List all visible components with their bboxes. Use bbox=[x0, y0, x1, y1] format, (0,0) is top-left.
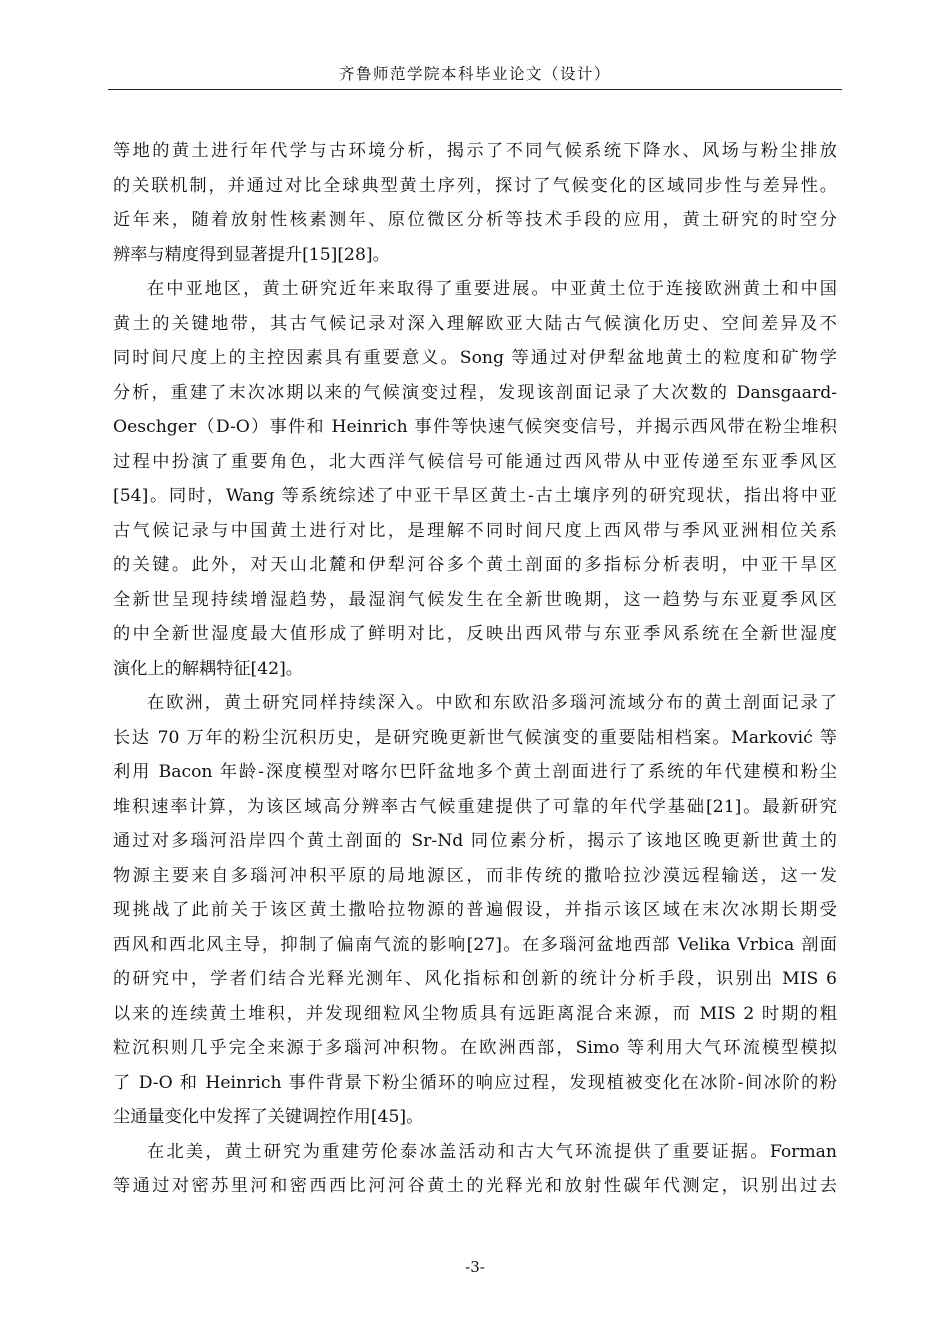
text-line: 黄土的关键地带，其古气候记录对深入理解欧亚大陆古气候演化历史、空间差异及不 bbox=[113, 313, 837, 334]
text-line: 在中亚地区，黄土研究近年来取得了重要进展。中亚黄土位于连接欧洲黄土和中国 bbox=[147, 279, 837, 299]
text-line: 等地的黄土进行年代学与古环境分析，揭示了不同气候系统下降水、风场与粉尘排放 bbox=[113, 141, 837, 161]
text-line: 的关联机制，并通过对比全球典型黄土序列，探讨了气候变化的区域同步性与差异性。 bbox=[113, 175, 837, 196]
text-line: 的中全新世湿度最大值形成了鲜明对比，反映出西风带与东亚季风系统在全新世湿度 bbox=[113, 624, 837, 644]
text-line: 辨率与精度得到显著提升[15][28]。 bbox=[113, 244, 390, 265]
text-line: 古气候记录与中国黄土进行对比，是理解不同时间尺度上西风带与季风亚洲相位关系 bbox=[113, 520, 837, 541]
text-line: 过程中扮演了重要角色，北大西洋气候信号可能通过西风带从中亚传递至东亚季风区 bbox=[113, 451, 837, 472]
text-line: 演化上的解耦特征[42]。 bbox=[113, 658, 303, 679]
text-line: 了 D-O 和 Heinrich 事件背景下粉尘循环的响应过程，发现植被变化在冰阶-间冰阶的粉 bbox=[113, 1072, 837, 1093]
text-line: 西风和西北风主导，抑制了偏南气流的影响[27]。在多瑙河盆地西部 Velika Vrbica 剖面 bbox=[113, 934, 837, 955]
text-line: 同时间尺度上的主控因素具有重要意义。Song 等通过对伊犁盆地黄土的粒度和矿物学 bbox=[113, 348, 837, 368]
text-line: 现挑战了此前关于该区黄土撒哈拉物源的普遍假设，并指示该区域在末次冰期长期受 bbox=[113, 900, 837, 920]
text-line: 长达 70 万年的粉尘沉积历史，是研究晚更新世气候演变的重要陆相档案。Marković 等 bbox=[113, 727, 837, 748]
text-line: 利用 Bacon 年龄-深度模型对喀尔巴阡盆地多个黄土剖面进行了系统的年代建模和粉尘 bbox=[113, 762, 837, 782]
text-line: 通过对多瑙河沿岸四个黄土剖面的 Sr-Nd 同位素分析，揭示了该地区晚更新世黄土的 bbox=[113, 831, 837, 851]
text-line: 近年来，随着放射性核素测年、原位微区分析等技术手段的应用，黄土研究的时空分 bbox=[113, 210, 837, 230]
text-line: 的研究中，学者们结合光释光测年、风化指标和创新的统计分析手段，识别出 MIS 6 bbox=[113, 969, 837, 989]
text-line: 尘通量变化中发挥了关键调控作用[45]。 bbox=[113, 1107, 424, 1127]
text-line: 在北美，黄土研究为重建劳伦泰冰盖活动和古大气环流提供了重要证据。Forman bbox=[147, 1141, 837, 1162]
text-line: [54]。同时，Wang 等系统综述了中亚干旱区黄土-古土壤序列的研究现状，指出将中亚 bbox=[113, 486, 837, 506]
text-line: 物源主要来自多瑙河冲积平原的局地源区，而非传统的撒哈拉沙漠远程输送，这一发 bbox=[113, 865, 837, 886]
text-line: 堆积速率计算，为该区域高分辨率古气候重建提供了可靠的年代学基础[21]。最新研究 bbox=[113, 796, 837, 817]
text-line: 在欧洲，黄土研究同样持续深入。中欧和东欧沿多瑙河流域分布的黄土剖面记录了 bbox=[147, 693, 837, 713]
header-divider bbox=[108, 89, 842, 90]
text-line: 全新世呈现持续增湿趋势，最湿润气候发生在全新世晚期，这一趋势与东亚夏季风区 bbox=[113, 589, 837, 610]
body-text bbox=[113, 134, 837, 1204]
page-number: -3- bbox=[465, 1258, 485, 1276]
text-line: 以来的连续黄土堆积，并发现细粒风尘物质具有远距离混合来源，而 MIS 2 时期的粗 bbox=[113, 1003, 837, 1024]
text-line: 粒沉积则几乎完全来源于多瑙河冲积物。在欧洲西部，Simo 等利用大气环流模型模拟 bbox=[113, 1038, 837, 1058]
text-line: 的关键。此外，对天山北麓和伊犁河谷多个黄土剖面的多指标分析表明，中亚干旱区 bbox=[113, 555, 837, 575]
page-header-title: 齐鲁师范学院本科毕业论文（设计） bbox=[338, 65, 611, 83]
text-line: Oeschger（D-O）事件和 Heinrich 事件等快速气候突变信号，并揭示西风带在粉尘堆积 bbox=[113, 417, 837, 437]
text-line: 等通过对密苏里河和密西西比河河谷黄土的光释光和放射性碳年代测定，识别出过去 bbox=[113, 1176, 837, 1196]
text-line: 分析，重建了末次冰期以来的气候演变过程，发现该剖面记录了大次数的 Dansgaard- bbox=[113, 382, 837, 403]
